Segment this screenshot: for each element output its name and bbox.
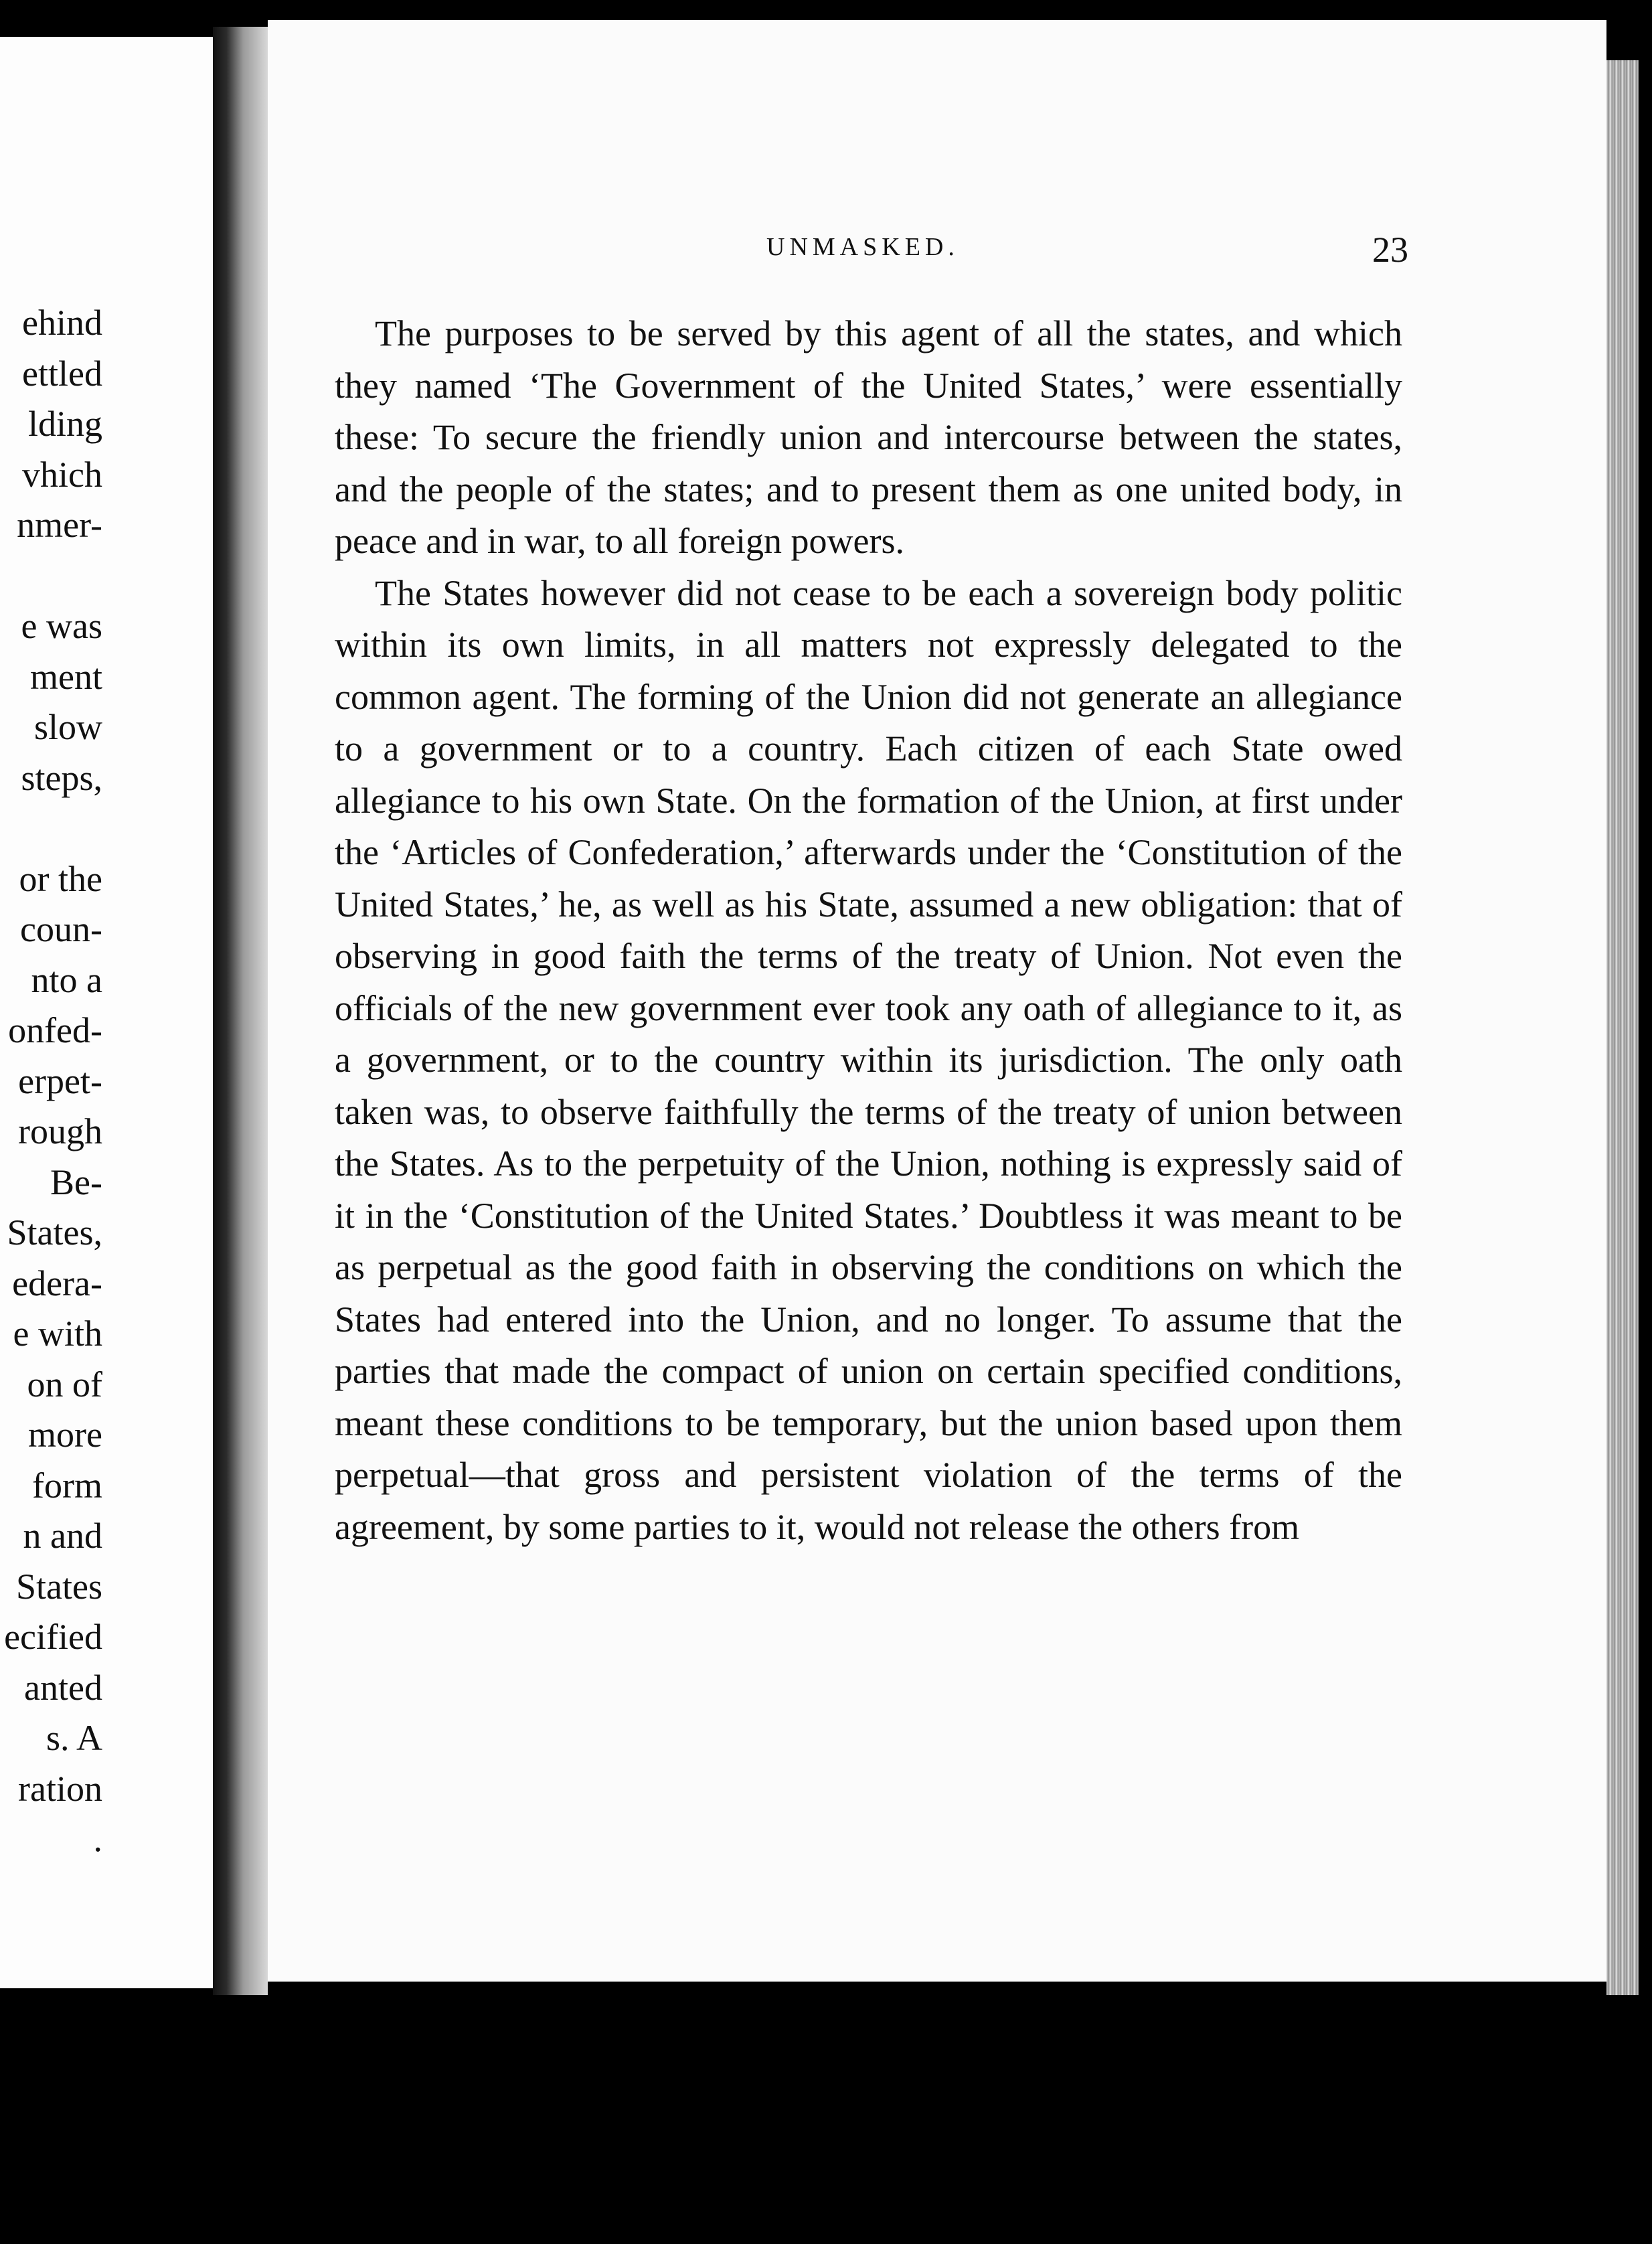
left-page-line-fragment: onfed-: [8, 1010, 102, 1050]
left-page-line-fragment: .: [93, 1819, 102, 1859]
left-page-line-fragment: ecified: [4, 1617, 102, 1657]
left-page-line-fragment: vhich: [22, 454, 102, 495]
left-page-line-fragment: States: [16, 1566, 102, 1607]
left-page-line-fragment: ration: [18, 1768, 102, 1809]
book-gutter: [213, 27, 268, 1995]
left-page-line-fragment: or the: [19, 858, 102, 899]
left-page-line-fragment: s. A: [46, 1718, 102, 1758]
left-page-line-fragment: Be-: [50, 1161, 102, 1202]
left-page-line-fragment: e with: [13, 1313, 102, 1354]
left-page-line-fragment: slow: [33, 707, 102, 747]
page-number: 23: [1372, 230, 1408, 270]
left-page-line-fragment: rough: [18, 1111, 102, 1151]
page-edge: [1606, 60, 1639, 1995]
running-head: UNMASKED.: [766, 233, 959, 261]
left-page-line-fragment: States,: [7, 1212, 102, 1253]
left-page-line-fragment: on of: [27, 1364, 102, 1405]
left-page-line-fragment: ment: [30, 656, 102, 697]
left-page-line-fragment: form: [32, 1465, 102, 1506]
left-page-line-fragment: ehind: [22, 303, 102, 343]
left-page-line-fragment: n and: [23, 1516, 102, 1556]
paragraph: The purposes to be served by this agent of all the states, and which they named ‘The Government of the United States,’ were essentially these: To secure the friendly union and intercourse between the states, and the people of the states; and to present them as one united body, in peace and in war, to all foreign powers.: [335, 313, 1402, 561]
paragraph: The States however did not cease to be each a sovereign body politic within its own limits, in all matters not expressly delegated to the common agent. The forming of the Union did not generate an allegiance to a government or to a country. Each citizen of each State owed allegiance to his own State. On the formation of the Union, at first under the ‘Articles of Confederation,’ afterwards under the ‘Constitution of the United States,’ he, as well as his State, assumed a new obligation: that of observing in good faith the terms of the treaty of Union. Not even the officials of the new government ever took any oath of allegiance to it, as a government, or to the country within its jurisdiction. The only oath taken was, to observe faithfully the terms of the treaty of union between the States. As to the perpetuity of the Union, nothing is expressly said of it in the ‘Constitution of the United States.’ Doubtless it was meant to be as perpetual as the good faith in observing the conditions on which the States had entered into the Union, and no longer. To assume that the parties that made the compact of union on certain specified conditions, meant these conditions to be temporary, but the union based upon them perpetual—that gross and persistent violation of the terms of the agreement, by some parties to it, would not release the others from: [335, 572, 1402, 1547]
left-page-line-fragment: lding: [27, 404, 102, 444]
left-page-line-fragment: erpet-: [18, 1060, 102, 1101]
left-page-line-fragment: nto a: [31, 959, 102, 1000]
left-page-line-fragment: coun-: [20, 909, 102, 949]
left-page-line-fragment: anted: [24, 1667, 102, 1708]
left-page-line-fragment: e was: [21, 606, 102, 646]
left-page-line-fragment: ettled: [22, 353, 102, 394]
left-page-line-fragment: nmer-: [17, 505, 102, 545]
body-text: [335, 308, 1402, 1553]
left-page-line-fragment: more: [28, 1415, 102, 1455]
left-page: [0, 37, 213, 1988]
left-page-line-fragment: edera-: [12, 1263, 102, 1303]
left-page-line-fragment: steps,: [21, 757, 102, 798]
